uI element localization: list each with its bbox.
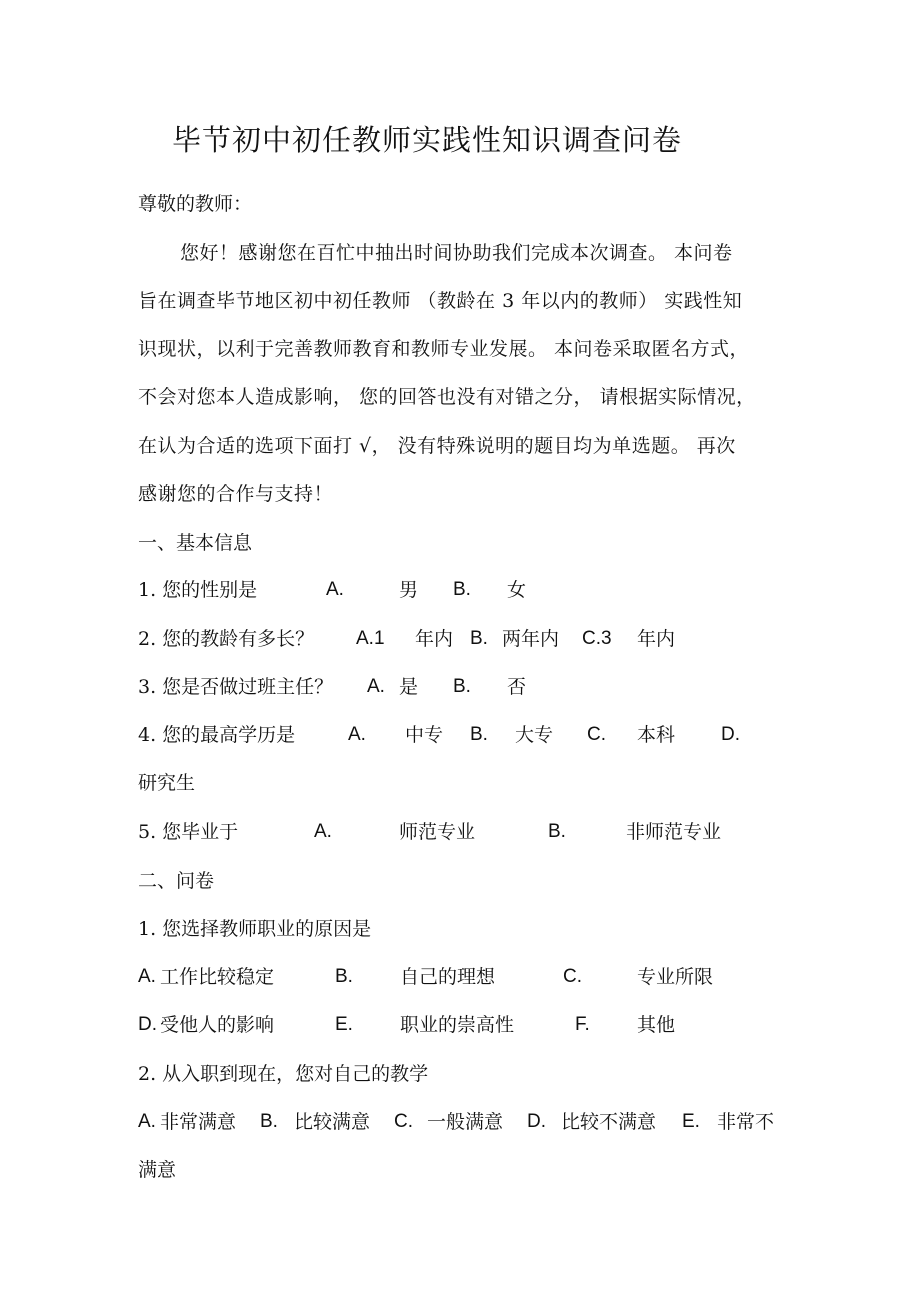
question-stem: 3. 您是否做过班主任？ [138, 676, 334, 698]
option-text-c: 本科 [637, 724, 676, 746]
option-text-no: 否 [507, 676, 527, 698]
question-stem: 1. 您的性别是 [138, 579, 258, 601]
option-letter-c: C.3 [582, 628, 612, 649]
option-text-e-wrapped: 满意 [138, 1159, 177, 1181]
document-title: 毕节初中初任教师实践性知识调查问卷 [172, 123, 683, 157]
option-letter-a: A. [314, 821, 332, 842]
intro-line-4: 不会对您本人造成影响， 您的回答也没有对错之分， 请根据实际情况， [138, 386, 756, 408]
option-text-yes: 是 [399, 676, 419, 698]
option-text-a: 非常满意 [160, 1111, 237, 1133]
intro-line-1: 您好！感谢您在百忙中抽出时间协助我们完成本次调查。 本问卷 [180, 242, 733, 264]
question-teaching-satisfaction-stem: 2. 从入职到现在，您对自己的教学 [138, 1063, 429, 1085]
option-letter-a: A.1 [356, 628, 385, 649]
option-letter-a: A. [367, 676, 385, 697]
option-text-b: 非师范专业 [626, 821, 722, 843]
question-career-reason-stem: 1. 您选择教师职业的原因是 [138, 918, 372, 940]
intro-line-6: 感谢您的合作与支持！ [138, 483, 334, 505]
option-letter-e: E. [682, 1111, 700, 1132]
option-letter-b: B. [470, 628, 488, 649]
question-teaching-years [138, 627, 738, 651]
intro-line-2: 旨在调查毕节地区初中初任教师 （教龄在 3 年以内的教师） 实践性知 [138, 290, 743, 312]
option-letter-b: B. [335, 966, 353, 987]
option-letter-e: E. [335, 1014, 353, 1035]
option-text-c: 一般满意 [427, 1111, 504, 1133]
question-career-reason-options-row-1 [138, 965, 758, 989]
option-letter-b: B. [453, 676, 471, 697]
option-text-e: 非常不 [717, 1111, 775, 1133]
option-letter-b: B. [470, 724, 488, 745]
option-text-b: 两年内 [502, 628, 560, 650]
option-text-female: 女 [507, 579, 527, 601]
intro-line-5: 在认为合适的选项下面打 √， 没有特殊说明的题目均为单选题。 再次 [138, 435, 736, 457]
option-text-c: 专业所限 [637, 966, 714, 988]
question-teaching-satisfaction-options [138, 1110, 783, 1134]
option-letter-b: B. [453, 579, 471, 600]
question-stem: 2. 您的教龄有多长？ [138, 628, 315, 650]
option-text-a: 中专 [405, 724, 444, 746]
option-text-e: 职业的崇高性 [400, 1014, 515, 1036]
option-letter-b: B. [260, 1111, 278, 1132]
option-text-d: 受他人的影响 [160, 1014, 275, 1036]
option-text-a: 工作比较稳定 [160, 966, 275, 988]
section-heading-basic-info: 一、基本信息 [138, 532, 253, 554]
question-career-reason-options-row-2 [138, 1013, 758, 1037]
intro-line-3: 识现状，以利于完善教师教育和教师专业发展。 本问卷采取匿名方式， [138, 338, 750, 360]
option-text-b: 比较满意 [294, 1111, 371, 1133]
option-text-f: 其他 [637, 1014, 676, 1036]
option-text-c: 年内 [637, 628, 676, 650]
question-gender [138, 578, 698, 602]
question-head-teacher [138, 675, 698, 699]
option-text-b: 自己的理想 [400, 966, 496, 988]
question-education [138, 723, 778, 747]
option-letter-c: C. [587, 724, 606, 745]
question-graduated-from [138, 820, 758, 844]
option-letter-d: D. [138, 1014, 157, 1035]
option-text-a: 师范专业 [399, 821, 476, 843]
option-letter-a: A. [138, 966, 156, 987]
option-letter-d: D. [527, 1111, 546, 1132]
salutation: 尊敬的教师： [138, 193, 253, 215]
option-text-male: 男 [399, 579, 419, 601]
option-text-d-wrapped: 研究生 [138, 772, 196, 794]
option-letter-c: C. [394, 1111, 413, 1132]
option-text-d: 比较不满意 [561, 1111, 657, 1133]
option-text-b: 大专 [515, 724, 554, 746]
option-letter-a: A. [326, 579, 344, 600]
option-text-a: 年内 [415, 628, 454, 650]
option-letter-a: A. [348, 724, 366, 745]
option-letter-c: C. [563, 966, 582, 987]
question-stem: 5. 您毕业于 [138, 821, 239, 843]
section-heading-questionnaire: 二、问卷 [138, 870, 215, 892]
option-letter-f: F. [575, 1014, 590, 1035]
option-letter-a: A. [138, 1111, 156, 1132]
question-stem: 4. 您的最高学历是 [138, 724, 296, 746]
option-letter-d: D. [721, 724, 740, 745]
option-letter-b: B. [548, 821, 566, 842]
